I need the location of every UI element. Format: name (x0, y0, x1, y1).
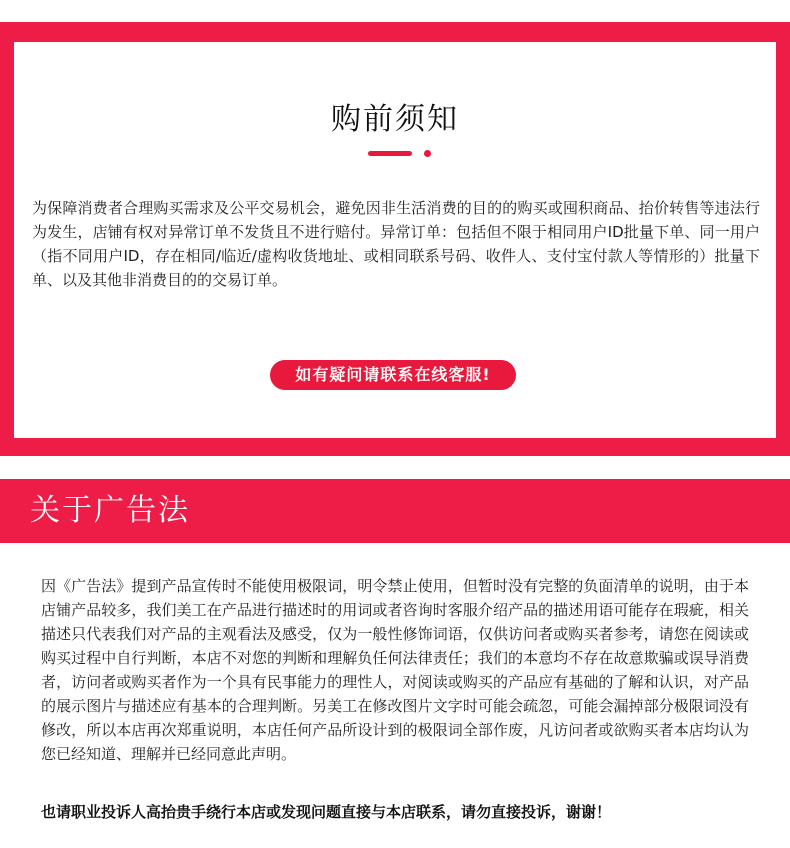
ad-law-title: 关于广告法 (30, 493, 190, 528)
contact-service-button[interactable]: 如有疑问请联系在线客服! (270, 360, 516, 390)
notice-panel (14, 42, 776, 438)
notice-title: 购前须知 (331, 102, 459, 137)
notice-body: 为保障消费者合理购买需求及公平交易机会，避免因非生活消费的目的的购买或囤积商品、抬价转售等违法行为发生，店铺有权对异常订单不发货且不进行赔付。异常订单：包括但不限于相同用户ID批量下单、同一用户（指不同用户ID，存在相同/临近/虚构收货地址、或相同联系号码、收件人、支付宝付款人等情形的）批量下单、以及其他非消费目的的交易订单。 (32, 199, 760, 289)
ad-law-body: 因《广告法》提到产品宣传时不能使用极限词，明令禁止使用，但暂时没有完整的负面清单的说明，由于本店铺产品较多，我们美工在产品进行描述时的用词或者咨询时客服介绍产品的描述用语可能存在瑕疵，相关描述只代表我们对产品的主观看法及感受，仅为一般性修饰词语，仅供访问者或购买者参考，请您在阅读或购买过程中自行判断，本店不对您的判断和理解负任何法律责任；我们的本意均不存在故意欺骗或误导消费者，访问者或购买者作为一个具有民事能力的理性人，对阅读或购买的产品应有基础的了解和认识，对产品的展示图片与描述应有基本的合理判断。另美工在修改图片文字时可能会疏忽，可能会漏掉部分极限词没有修改，所以本店再次郑重说明，本店任何产品所设计到的极限词全部作废，凡访问者或欲购买者本店均认为您已经知道、理解并已经同意此声明。 (41, 577, 749, 763)
ad-law-bold-note: 也请职业投诉人高抬贵手绕行本店或发现问题直接与本店联系，请勿直接投诉，谢谢！ (41, 803, 612, 821)
title-divider-dot (424, 150, 431, 157)
title-divider-line (368, 151, 412, 156)
ad-law-banner (0, 479, 790, 543)
notice-frame (0, 22, 790, 456)
